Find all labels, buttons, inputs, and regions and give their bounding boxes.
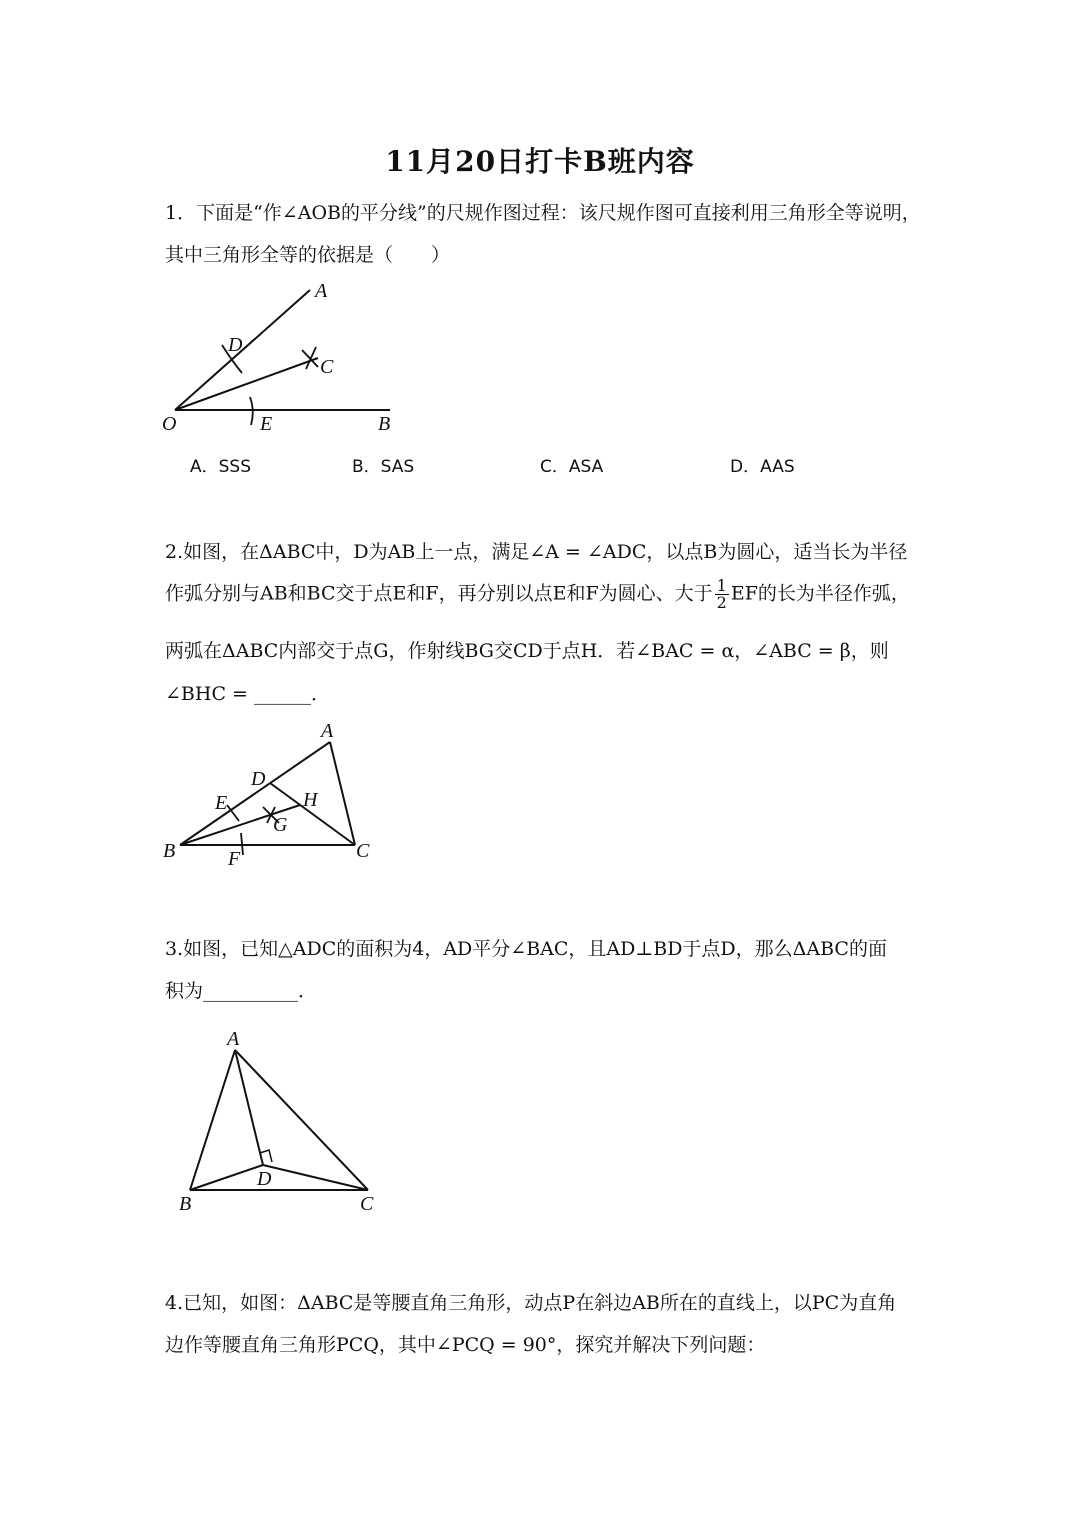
q4-text-line-1: 4.已知，如图：ΔABC是等腰直角三角形，动点P在斜边AB所在的直线上，以PC为直角 [165, 1292, 897, 1314]
arc-at-f [241, 833, 243, 855]
q3-text-line-1: 3.如图，已知△ADC的面积为4，AD平分∠BAC，且AD⊥BD于点D，那么ΔABC的面 [165, 938, 887, 960]
page-title: 11月20日打卡B班内容 [385, 145, 695, 178]
fraction-denominator: 2 [716, 593, 727, 612]
label-o: O [162, 413, 177, 435]
arc-at-c-2 [306, 347, 316, 369]
ray-oa [175, 290, 310, 410]
q1-text-line-1: 1．下面是“作∠AOB的平分线”的尺规作图过程：该尺规作图可直接利用三角形全等说明， [165, 202, 921, 224]
side-ab [190, 1050, 235, 1190]
label-d: D [257, 1168, 272, 1190]
fraction-one-half [715, 578, 729, 611]
ray-oc [175, 358, 318, 410]
option-c: C．ASA [540, 457, 604, 477]
label-e: E [215, 792, 228, 814]
label-d: D [251, 768, 266, 790]
label-h: H [303, 789, 318, 811]
fraction-numerator: 1 [716, 576, 727, 595]
segment-ad [235, 1050, 263, 1165]
label-a: A [321, 720, 334, 742]
label-a: A [227, 1028, 240, 1050]
q1-text-line-2: 其中三角形全等的依据是（ ） [165, 244, 451, 266]
side-ac [235, 1050, 368, 1190]
option-b: B．SAS [352, 457, 415, 477]
label-b: B [179, 1193, 192, 1215]
label-b: B [378, 413, 391, 435]
label-c: C [356, 840, 370, 862]
label-b: B [163, 840, 176, 862]
label-e: E [260, 413, 273, 435]
label-c: C [320, 356, 334, 378]
q4-text-line-2: 边作等腰直角三角形PCQ，其中∠PCQ = 90°，探究并解决下列问题： [165, 1334, 766, 1356]
option-a: A．SSS [190, 457, 252, 477]
segment-dc [263, 1165, 368, 1190]
q2-figure [155, 715, 385, 880]
label-f: F [228, 848, 241, 870]
q1-figure [150, 275, 430, 445]
q2-line-2-after: EF的长为半径作弧， [730, 582, 910, 605]
q3-text-line-2: 积为__________． [165, 980, 318, 1002]
q2-text-line-4: ∠BHC = ______． [165, 683, 330, 705]
label-c: C [360, 1193, 374, 1215]
option-d: D．AAS [730, 457, 795, 477]
q2-text-line-3: 两弧在ΔABC内部交于点G，作射线BG交CD于点H．若∠BAC = α，∠ABC = β，则 [165, 640, 889, 662]
q2-text-line-2 [165, 578, 910, 611]
label-d: D [228, 334, 243, 356]
q2-text-line-1: 2.如图，在ΔABC中，D为AB上一点，满足∠A = ∠ADC，以点B为圆心，适当长为半径 [165, 541, 908, 563]
label-a: A [315, 280, 328, 302]
segment-bd [190, 1165, 263, 1190]
q3-figure [165, 1025, 395, 1220]
q2-line-2-before: 作弧分别与AB和BC交于点E和F，再分别以点E和F为圆心、大于 [165, 582, 713, 605]
label-g: G [273, 814, 288, 836]
